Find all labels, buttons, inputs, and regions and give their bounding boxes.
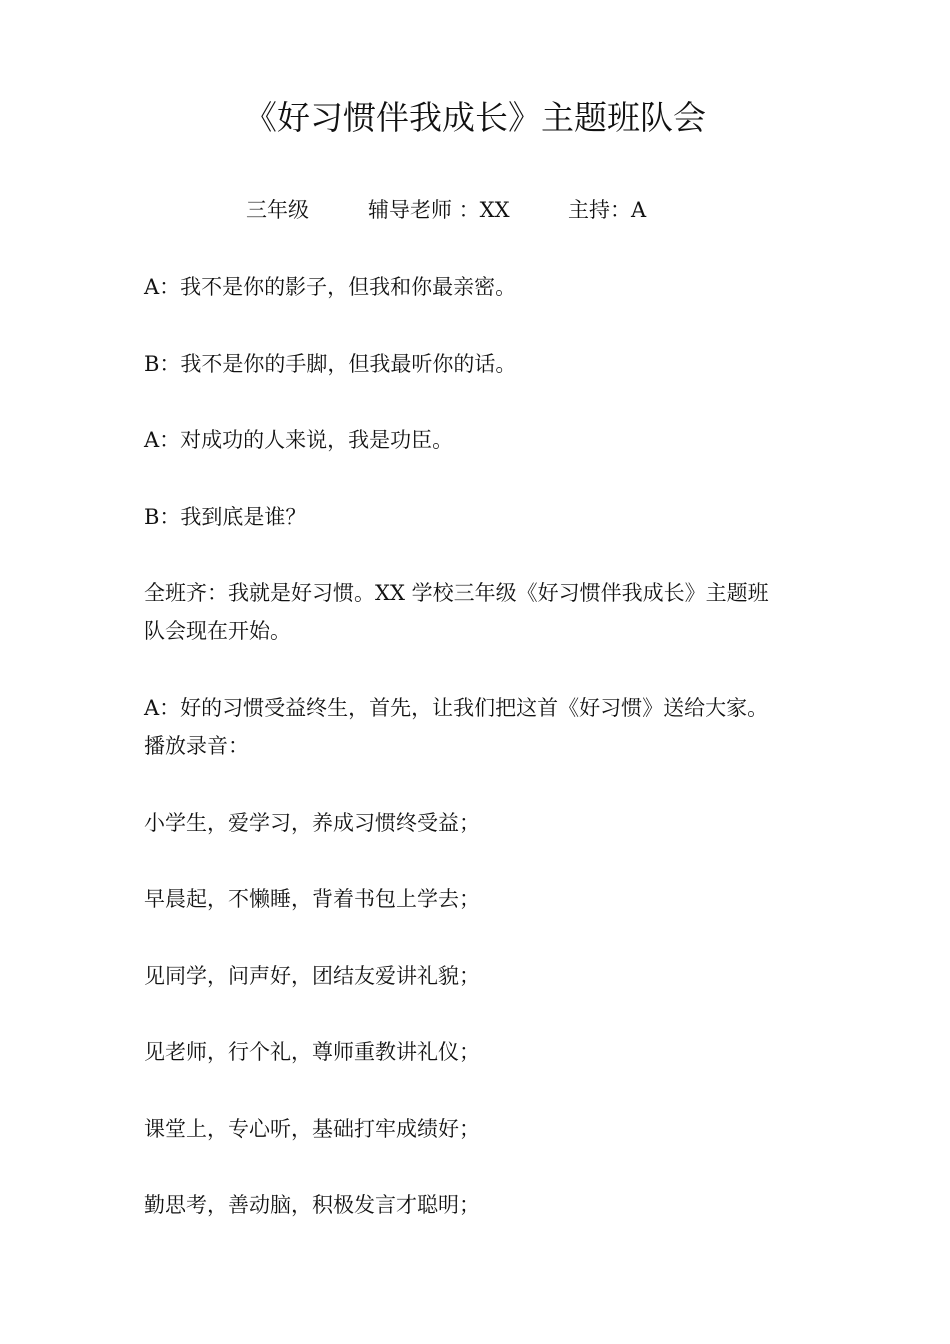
- meta-teacher: 辅导老师 ：XX: [368, 198, 510, 222]
- meta-grade: 三年级: [246, 198, 309, 222]
- dialogue-line: 队会现在开始。: [144, 619, 291, 643]
- meta-host: 主持：A: [568, 198, 647, 222]
- poem-line: 勤思考，善动脑，积极发言才聪明；: [144, 1193, 480, 1217]
- poem-line: 见老师，行个礼，尊师重教讲礼仪；: [144, 1040, 480, 1064]
- poem-line: 小学生，爱学习，养成习惯终受益；: [144, 811, 480, 835]
- poem-line: 见同学，问声好，团结友爱讲礼貌；: [144, 964, 480, 988]
- dialogue-line: A：对成功的人来说，我是功臣。: [144, 428, 454, 452]
- poem-line: 早晨起，不懒睡，背着书包上学去；: [144, 887, 480, 911]
- document-title: 《好习惯伴我成长》主题班队会: [244, 98, 706, 137]
- poem-line: 课堂上，专心听，基础打牢成绩好；: [144, 1117, 480, 1141]
- dialogue-line: B：我到底是谁？: [144, 505, 307, 529]
- dialogue-line: 播放录音：: [144, 734, 249, 758]
- dialogue-line: A：我不是你的影子，但我和你最亲密。: [144, 275, 517, 299]
- dialogue-line: A：好的习惯受益终生，首先，让我们把这首《好习惯》送给大家。: [144, 696, 769, 720]
- dialogue-line: B：我不是你的手脚，但我最听你的话。: [144, 352, 517, 376]
- dialogue-line: 全班齐：我就是好习惯。XX 学校三年级《好习惯伴我成长》主题班: [144, 581, 769, 605]
